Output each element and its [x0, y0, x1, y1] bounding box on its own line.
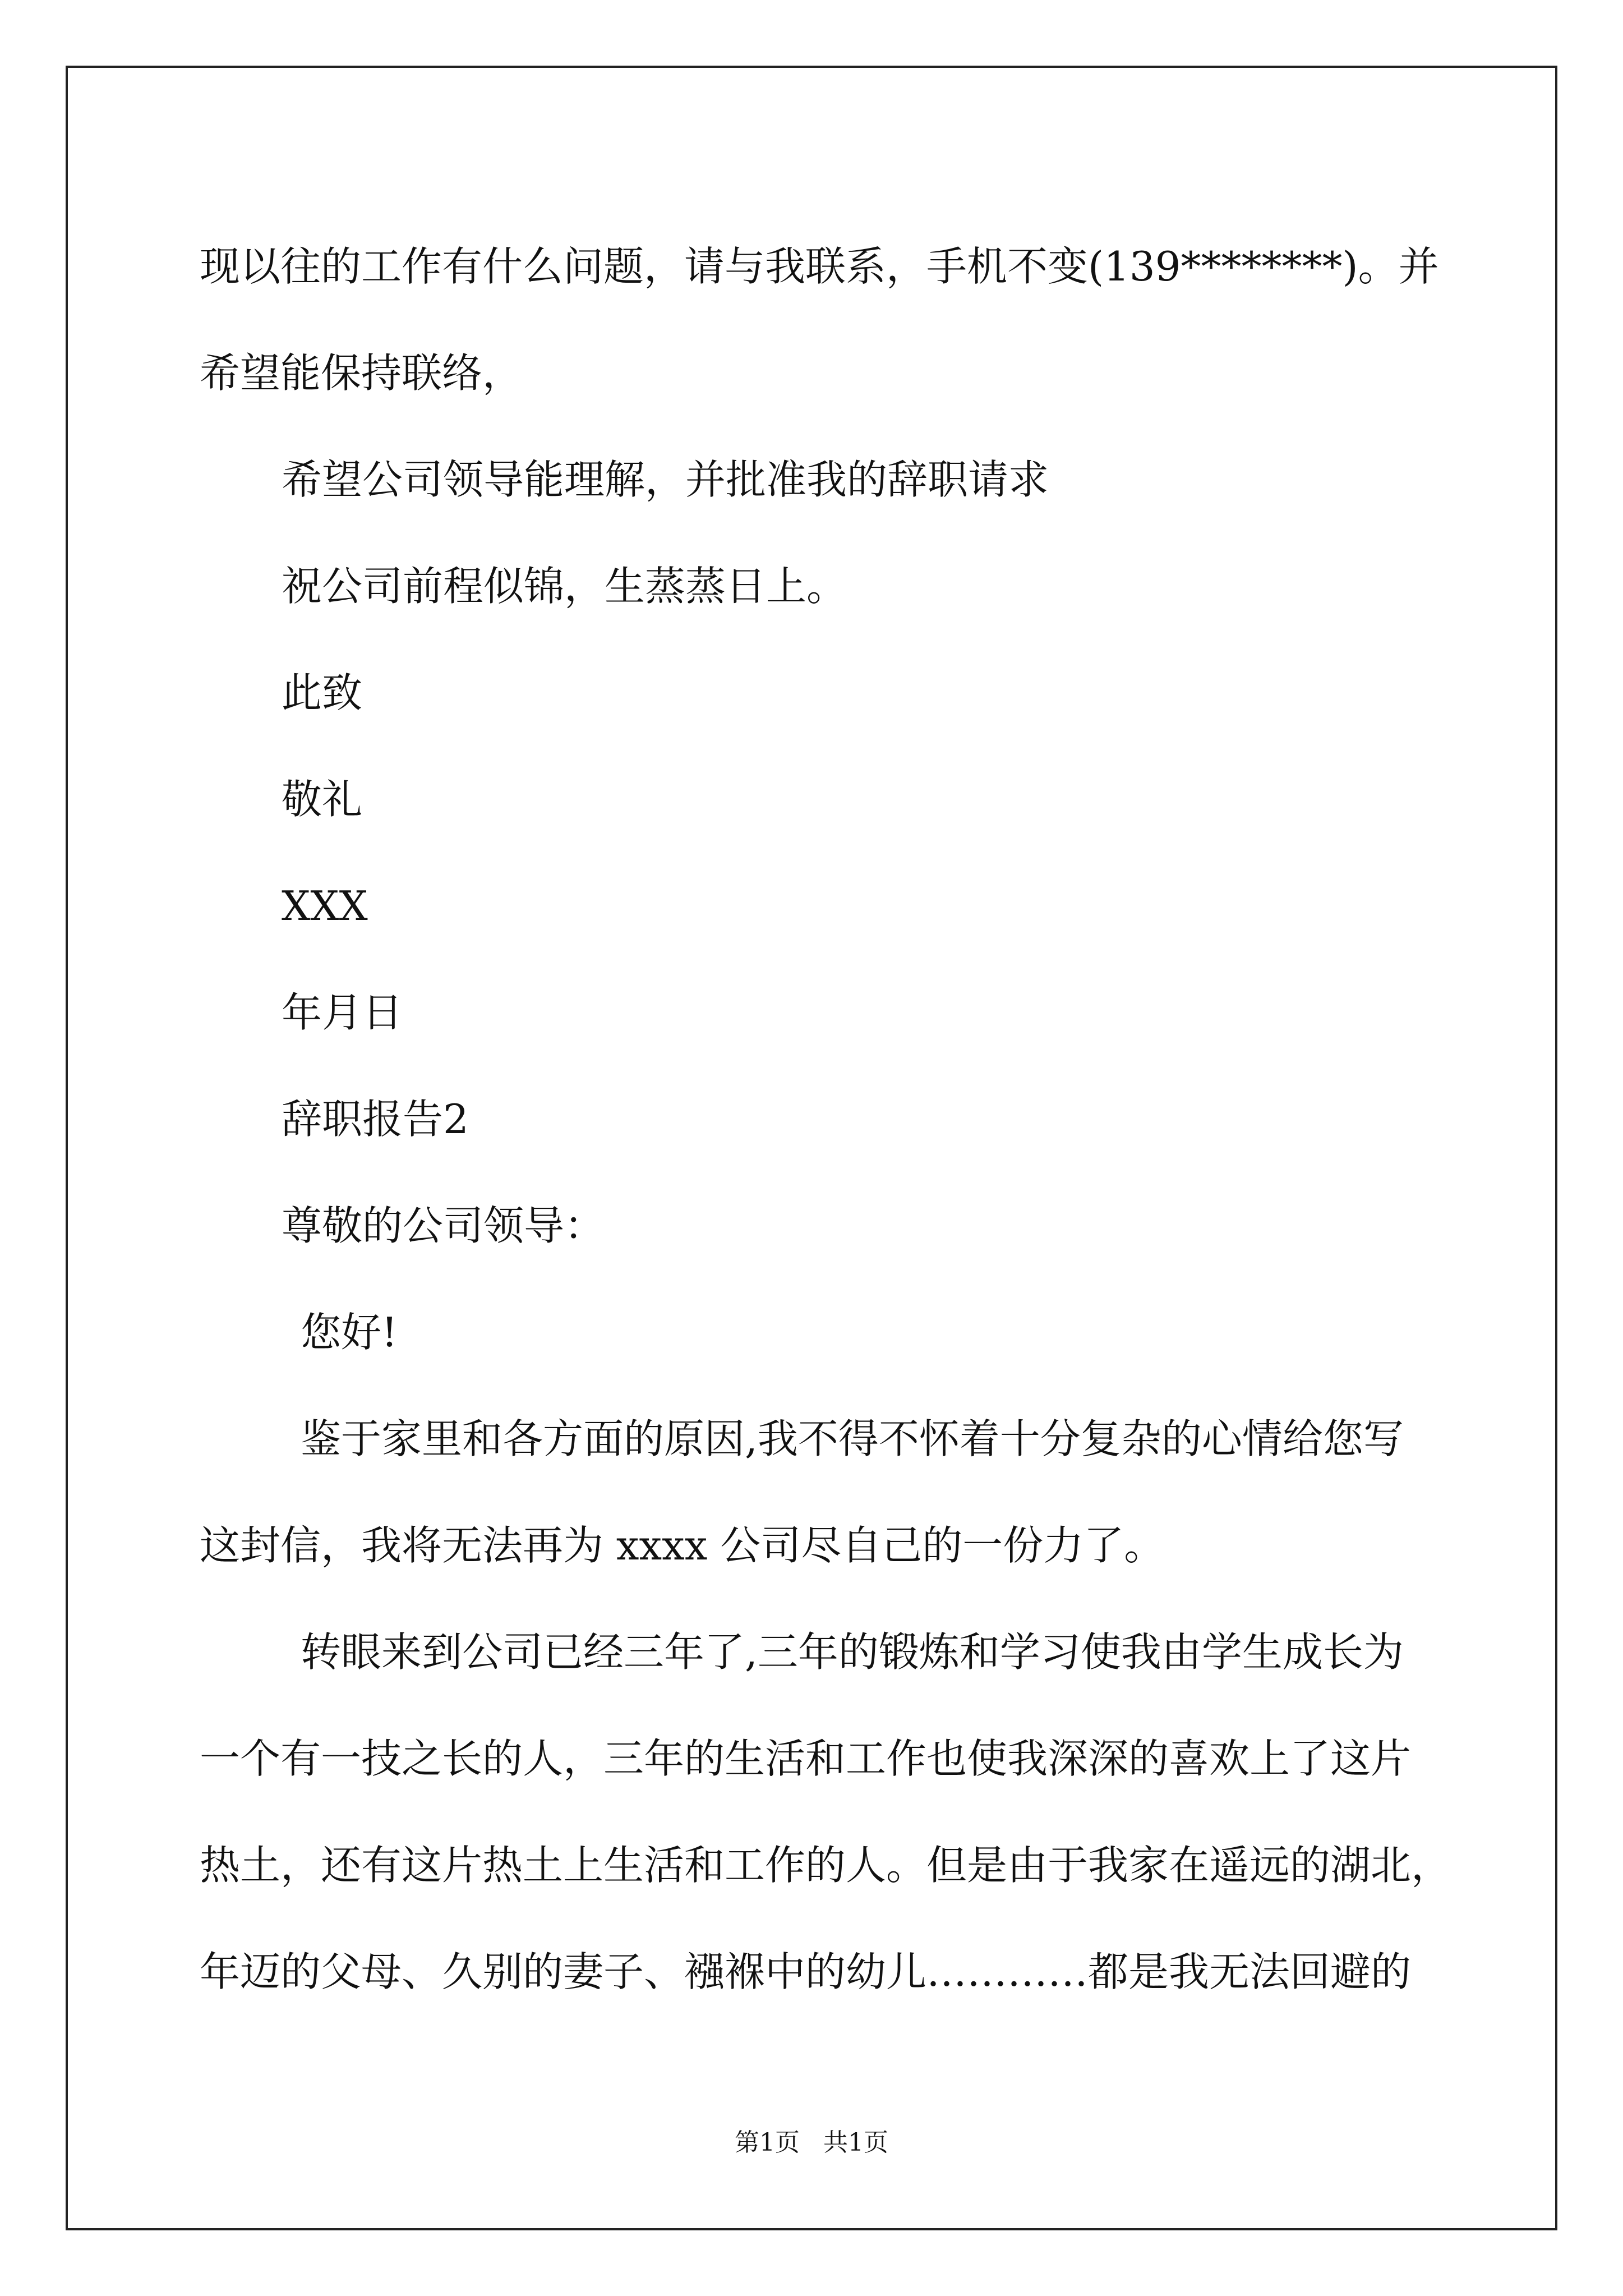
text-line: 这封信，我将无法再为 xxxx 公司尽自己的一份力了。: [200, 1522, 1165, 1569]
date-line: 年月日: [282, 989, 403, 1036]
page-number: 第1页: [735, 2128, 800, 2157]
signature-line: XXX: [282, 882, 368, 930]
text-line: 祝公司前程似锦，生蒸蒸日上。: [282, 563, 847, 610]
page-footer: [0, 2126, 1623, 2160]
text-line: 年迈的父母、久别的妻子、襁褓中的幼儿…………都是我无法回避的: [200, 1948, 1412, 1995]
addressee-line: 尊敬的公司领导：: [282, 1202, 605, 1249]
salutation-line: 此致: [282, 669, 363, 716]
greeting-line: 您好!: [301, 1309, 398, 1356]
salutation-line: 敬礼: [282, 776, 363, 823]
text-line: 鉴于家里和各方面的原因,我不得不怀着十分复杂的心情给您写: [301, 1415, 1404, 1462]
text-line: 转眼来到公司已经三年了,三年的锻炼和学习使我由学生成长为: [301, 1628, 1404, 1676]
text-line: 热土，还有这片热土上生活和工作的人。但是由于我家在遥远的湖北，: [200, 1842, 1452, 1889]
document-body: [200, 213, 1452, 2025]
text-line: 希望公司领导能理解，并批准我的辞职请求: [282, 456, 1049, 503]
text-line: 希望能保持联络，: [200, 349, 523, 397]
section-title: 辞职报告2: [282, 1096, 469, 1143]
text-line: 一个有一技之长的人，三年的生活和工作也使我深深的喜欢上了这片: [200, 1735, 1412, 1782]
text-line: 现以往的工作有什么问题，请与我联系，手机不变(139********)。并: [200, 243, 1439, 290]
page-total: 共1页: [823, 2128, 888, 2157]
